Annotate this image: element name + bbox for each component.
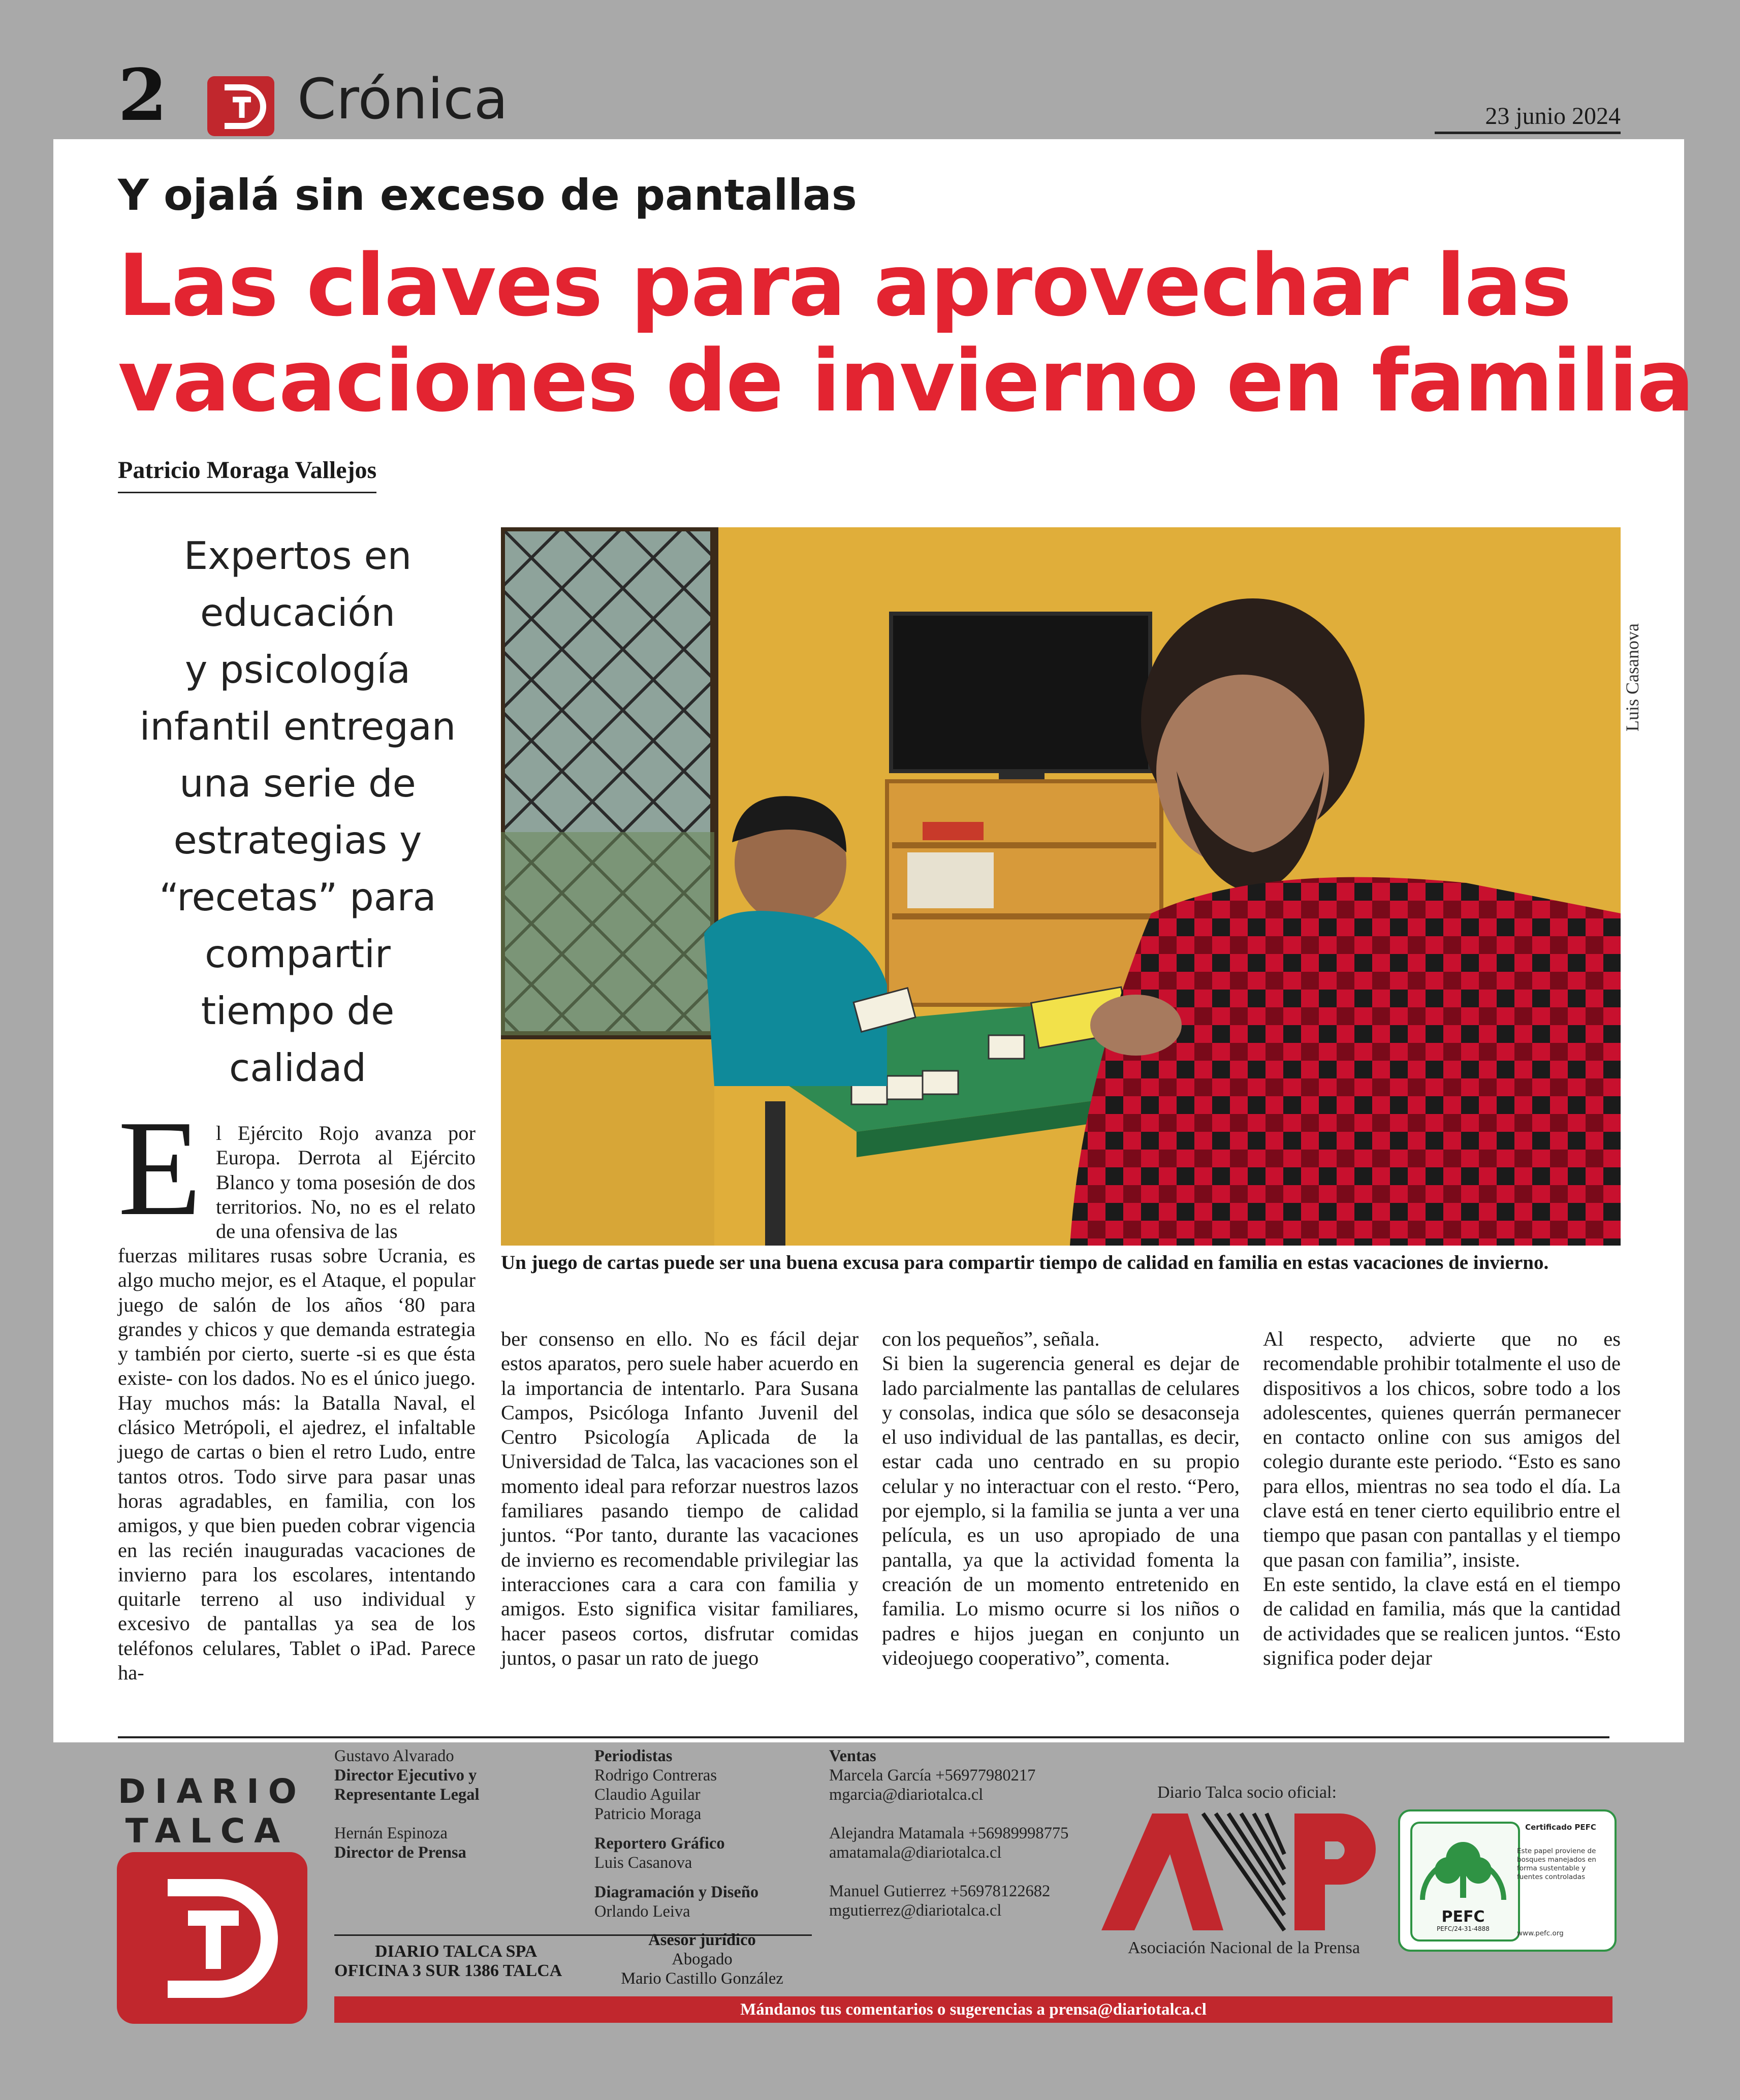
label-text: Periodistas	[594, 1747, 673, 1765]
byline: Patricio Moraga Vallejos	[118, 458, 376, 493]
article-photo	[501, 527, 1621, 1246]
body-paragraph: Si bien la sugerencia general es dejar de lado parcialmente las pantallas de celulares y consolas, indica que sólo se desaconseja el uso individual de las pantallas, es decir, estar cada uno centrado en su propio celular y no interactuar con el resto. “Pero, por ejemplo, si la familia se junta a ver una película, es un uso apropiado de una pantalla, ya que la actividad fomenta la creación de un momento entretenido en familia. Lo mismo ocurre si los niños o padres e hijos juegan en conjunto un videojuego cooperativo”, comenta.	[882, 1352, 1240, 1669]
director-role	[334, 1785, 588, 1804]
body-paragraph: En este sentido, la clave está en el tiempo de calidad en familia, más que la cantidad de actividades que se realicen juntos. “Esto significa poder dejar	[1263, 1572, 1621, 1669]
journalist-name: Claudio Aguilar	[594, 1786, 701, 1804]
sales-label	[829, 1746, 1144, 1766]
deck-line: estrategias y	[173, 818, 422, 863]
pefc-brand: PEFC	[1441, 1908, 1485, 1926]
deck-line: calidad	[229, 1045, 367, 1090]
pefc-description: Este papel proviene de bosques manejados en forma sustentable y fuentes controladas	[1517, 1847, 1596, 1881]
article-kicker: Y ojalá sin exceso de pantallas	[118, 170, 857, 220]
deck-line: una serie de	[179, 761, 416, 806]
headline-line-2: vacaciones de invierno en familia	[118, 331, 1694, 431]
director-name: Gustavo Alvarado	[334, 1747, 454, 1765]
deck-line: y psicología	[185, 647, 410, 692]
sales-contacts	[829, 1746, 1144, 1920]
journalists-label	[594, 1746, 808, 1766]
staff-directors	[334, 1746, 588, 1862]
address-line: DIARIO TALCA SPA	[375, 1942, 537, 1961]
deck-line: “recetas” para	[159, 875, 436, 919]
body-column-1-intro	[216, 1121, 476, 1244]
pefc-certificate	[1398, 1809, 1617, 1952]
director-role	[334, 1766, 588, 1785]
article-deck	[118, 527, 478, 1096]
lawyer-label	[595, 1930, 809, 1950]
sales-contact: Marcela García +56977980217	[829, 1766, 1036, 1785]
body-paragraph: fuerzas militares rusas sobre Ucrania, es algo mucho mejor, es el Ataque, el popular juego de salón de los años ‘80 para grandes y chicos y que demanda estrategia y también por cierto, suerte -si es que ésta existe- con los dados. No es el único juego. Hay muchos más: la Batalla Naval, el clásico Metrópoli, el ajedrez, el infaltable juego de cartas o bien el retro Ludo, entre tantos otros. Todo sirve para pasar unas horas agradables, en familia, con los amigos, y que bien pueden cobrar vigencia en las recién inauguradas vacaciones de invierno para los escolares, intentando quitarle terreno al uso individual y excesivo de pantallas ya sea de los teléfonos celulares, Tablet o iPad. Parece ha-	[118, 1244, 476, 1684]
designer-name: Orlando Leiva	[594, 1902, 690, 1921]
address-line: OFICINA 3 SUR 1386 TALCA	[334, 1961, 562, 1980]
press-director-role	[334, 1843, 588, 1862]
label-text: Reportero Gráfico	[594, 1834, 725, 1853]
body-column-1	[118, 1244, 476, 1685]
photo-caption: Un juego de cartas puede ser una buena excusa para compartir tiempo de calidad en familia en estas vacaciones de invierno.	[501, 1252, 1549, 1274]
body-paragraph: ber consenso en ello. No es fácil dejar estos aparatos, pero suele haber acuerdo en la importancia de intentarlo. Para Susana Campos, Psicóloga Infanto Juvenil del Centro Psicología Aplicada de la Universidad de Talca, las vacaciones son el momento ideal para reforzar nuestros lazos familiares pasando tiempo de calidad juntos. “Por tanto, durante las vacaciones de invierno es recomendable privilegiar las interacciones cara a cara con familia y amigos. Esto significa visitar familiares, hacer paseos cortos, disfrutar comidas juntos, o pasar un rato de juego	[501, 1327, 859, 1669]
staff-newsroom	[594, 1746, 808, 1921]
photographer-name: Luis Casanova	[594, 1854, 692, 1872]
brand-line: TALCA	[125, 1811, 290, 1851]
lawyer-title: Abogado	[672, 1950, 733, 1968]
anp-logo-icon	[1101, 1808, 1384, 1933]
journalist-name: Patricio Moraga	[594, 1805, 702, 1823]
sales-contact: Alejandra Matamala +56989998775	[829, 1824, 1069, 1842]
label-text: Asesor jurídico	[648, 1931, 756, 1949]
diario-talca-large-logo-icon	[117, 1852, 307, 2024]
body-column-3	[882, 1327, 1240, 1670]
sales-email[interactable]: amatamala@diariotalca.cl	[829, 1843, 1002, 1862]
press-director-name: Hernán Espinoza	[334, 1824, 448, 1842]
label-text: Diagramación y Diseño	[594, 1883, 759, 1901]
deck-line: educación	[200, 590, 395, 635]
press-role-line: Director de Prensa	[334, 1843, 466, 1862]
feedback-bar: Mándanos tus comentarios o sugerencias a prensa@diariotalca.cl	[334, 1996, 1612, 2023]
sales-email[interactable]: mgarcia@diariotalca.cl	[829, 1786, 984, 1804]
director-role-line: Director Ejecutivo y	[334, 1766, 477, 1785]
deck-line: infantil entregan	[139, 704, 456, 749]
photo-credit-text: Luis Casanova	[1622, 623, 1642, 731]
pefc-code: PEFC/24-31-4888	[1437, 1925, 1490, 1932]
diario-talca-logo-icon	[207, 76, 274, 136]
pefc-website[interactable]: www.pefc.org	[1517, 1929, 1564, 1937]
legal-advisor	[595, 1930, 809, 1988]
body-column-4	[1263, 1327, 1621, 1670]
footer-brand-name	[118, 1772, 306, 1851]
body-column-2	[501, 1327, 859, 1670]
deck-line: tiempo de	[201, 989, 395, 1033]
director-role-line: Representante Legal	[334, 1786, 480, 1804]
section-title: Crónica	[297, 67, 509, 132]
pefc-title: Certificado PEFC	[1525, 1823, 1596, 1832]
headline-line-1: Las claves para aprovechar las	[118, 236, 1571, 335]
page-number: 2	[118, 54, 168, 137]
deck-line: Expertos en	[183, 533, 412, 578]
lawyer-name: Mario Castillo González	[621, 1969, 783, 1988]
journalist-name: Rodrigo Contreras	[594, 1766, 717, 1785]
photo-label	[594, 1834, 808, 1853]
sales-email[interactable]: mgutierrez@diariotalca.cl	[829, 1901, 1002, 1920]
body-paragraph: Al respecto, advierte que no es recomendable prohibir totalmente el uso de dispositivos a los chicos, sobre todo a los adolescentes, quienes querrán permanecer en contacto online con sus amigos del colegio durante este periodo. “Esto es sano para ellos, mientras no sea todo el día. La clave está en tener cierto equilibrio entre el tiempo que pasan con pantallas y el tiempo que pasan con familia”, insiste.	[1263, 1327, 1621, 1571]
footer-divider	[118, 1736, 1609, 1738]
design-label	[594, 1883, 808, 1902]
drop-cap: E	[118, 1092, 202, 1244]
issue-date: 23 junio 2024	[1435, 104, 1621, 134]
anp-full-name: Asociación Nacional de la Prensa	[1128, 1938, 1360, 1957]
body-paragraph: con los pequeños”, señala.	[882, 1327, 1100, 1350]
sales-contact: Manuel Gutierrez +56978122682	[829, 1882, 1051, 1900]
article-headline	[118, 236, 1694, 431]
brand-line: DIARIO	[118, 1772, 306, 1811]
anp-partner-label: Diario Talca socio oficial:	[1157, 1783, 1337, 1802]
label-text: Ventas	[829, 1747, 876, 1765]
deck-line: compartir	[205, 932, 391, 976]
body-paragraph: l Ejército Rojo avanza por Europa. Derrota al Ejército Blanco y toma posesión de dos territorios. No, no es el relato de una ofensiva de las	[216, 1122, 476, 1243]
